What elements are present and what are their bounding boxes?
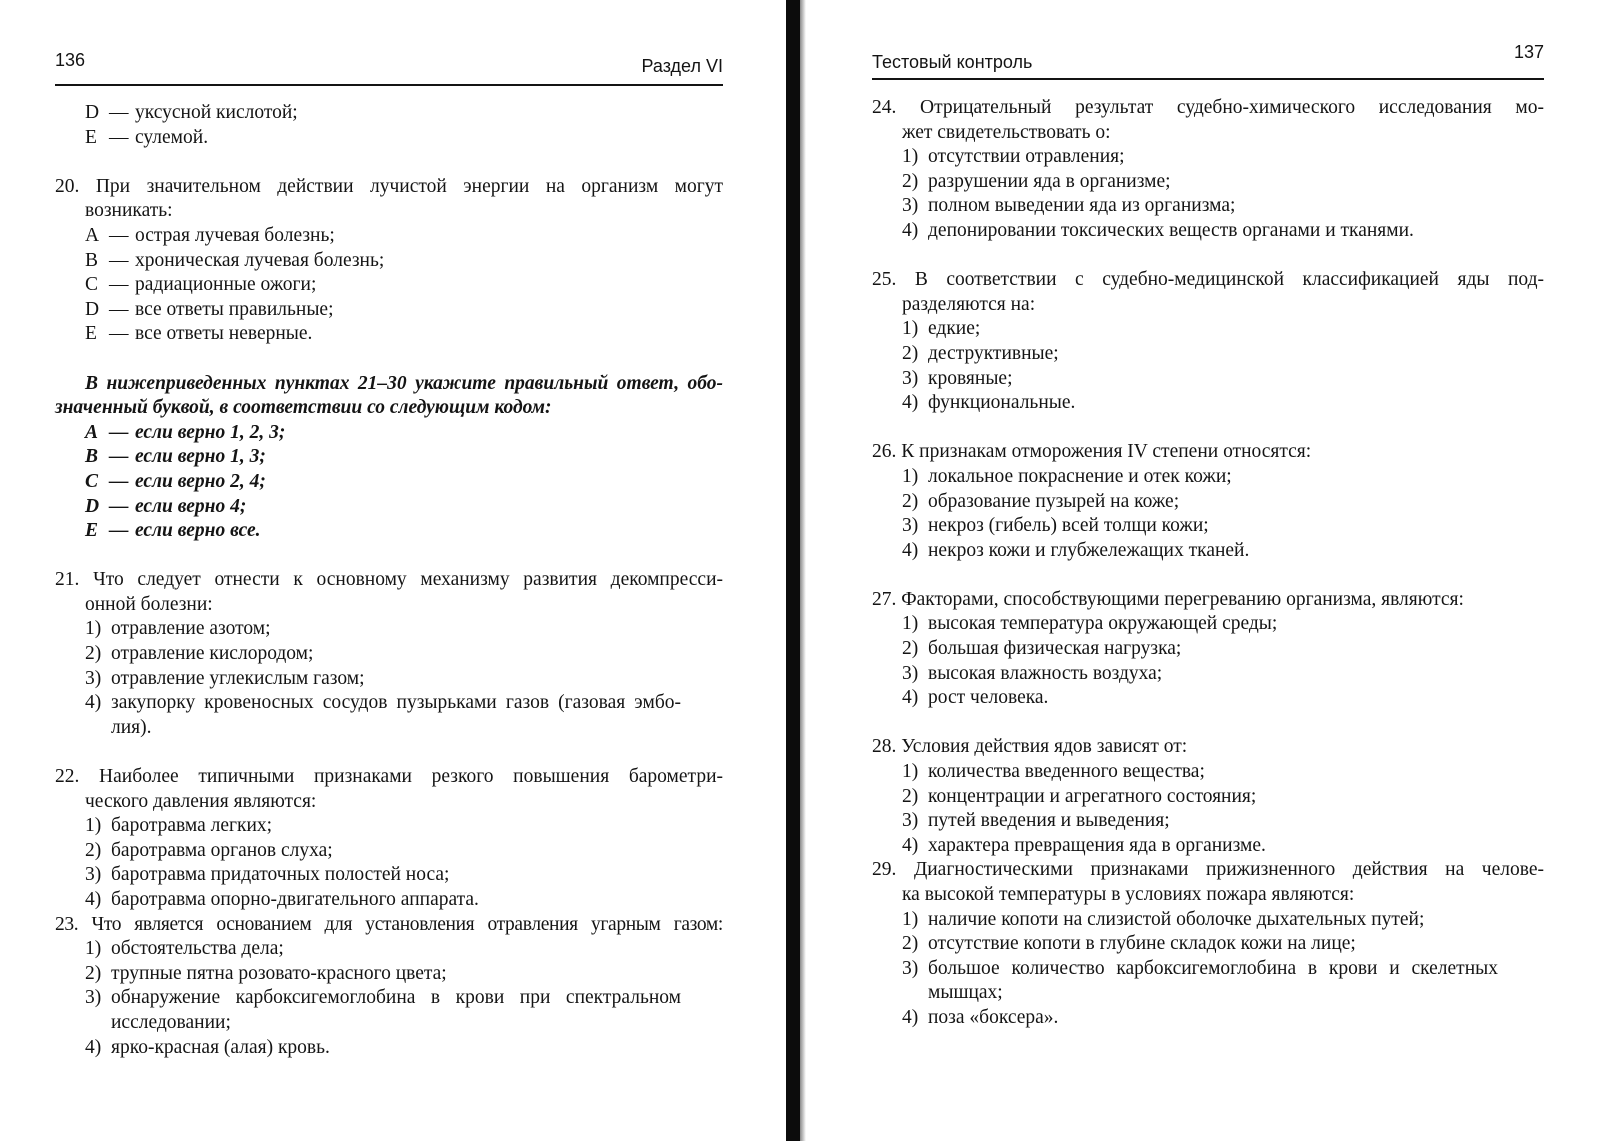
- option-29-1: 1) наличие копоти на слизистой оболочке дыхательных путей;: [902, 908, 1425, 930]
- option-20-b: B — хроническая лучевая болезнь;: [85, 249, 385, 271]
- question-24: 24. Отрицательный результат судебно-химического исследования мо- жет свидетельствовать о: 1) отсутствии отравления; 2) разрушении яда в организме; 3) полном выведении яда из организма; 4) депонировании токсических веществ органами и тканями.: [872, 96, 1544, 244]
- code-d: D — если верно 4;: [85, 495, 247, 517]
- option-20-d: D — все ответы правильные;: [85, 298, 334, 320]
- right-running-head: [872, 38, 1544, 80]
- option-27-2: 2) большая физическая нагрузка;: [902, 638, 1182, 660]
- question-23-text: 23. Что является основанием для установления отравления угарным газом:: [55, 913, 723, 935]
- option-28-2: 2) концентрации и агрегатного состояния;: [902, 785, 1257, 807]
- question-20-text: 20. При значительном действии лучистой энергии на организм могут: [55, 175, 723, 197]
- option-20-a: A — острая лучевая болезнь;: [85, 224, 335, 246]
- option-29-3: 3) большое количество карбоксигемоглобина в крови и скелетных: [902, 957, 1498, 979]
- option-25-4: 4) функциональные.: [902, 392, 1076, 414]
- option-26-3: 3) некроз (гибель) всей толщи кожи;: [902, 515, 1209, 537]
- option-21-4: 4) закупорку кровеносных сосудов пузырьками газов (газовая эмбо-: [85, 692, 681, 714]
- question-number: 20.: [55, 175, 80, 197]
- option-25-2: 2) деструктивные;: [902, 342, 1059, 364]
- book-spine: [786, 0, 800, 1141]
- question-27: [872, 588, 1544, 711]
- question-number: 27.: [872, 588, 897, 610]
- option-28-3: 3) путей введения и выведения;: [902, 810, 1170, 832]
- option-28-1: 1) количества введенного вещества;: [902, 761, 1205, 783]
- option-27-3: 3) высокая влажность воздуха;: [902, 662, 1163, 684]
- question-21-text: 21. Что следует отнести к основному механизму развития декомпресси-: [55, 569, 724, 591]
- question-number: 22.: [55, 766, 80, 788]
- instruction-block: В нижеприведенных пунктах 21–30 укажите правильный ответ, обо- значенный буквой, в соответствии со следующим кодом: A — если верно 1, 2, 3; B — если верно 1, 3; C — если верно 2, 4; D — если верно 4; E — если верно все.: [55, 372, 723, 544]
- option-23-1: 1) обстоятельства дела;: [85, 938, 284, 960]
- option-25-1: 1) едкие;: [902, 318, 981, 340]
- code-b: B — если верно 1, 3;: [85, 446, 266, 468]
- right-page: [872, 0, 1544, 1141]
- option-19-e: E — сулемой.: [85, 126, 209, 148]
- option-23-2: 2) трупные пятна розовато-красного цвета;: [85, 962, 447, 984]
- option-22-3: 3) баротравма придаточных полостей носа;: [85, 864, 450, 886]
- option-21-1: 1) отравление азотом;: [85, 618, 271, 640]
- code-e: E — если верно все.: [85, 520, 261, 542]
- question-number: 28.: [872, 736, 897, 758]
- left-page-body: [55, 101, 723, 1060]
- question-29: 29. Диагностическими признаками прижизненного действия на челове- ка высокой температуры в условиях пожара являются: 1) наличие копоти на слизистой оболочке дыхательных путей; 2) отсутствие копоти в глубине складок кожи на лице; 3) большое количество карбоксигемоглобина в крови и скелетных мышцах; 4) поза «боксера».: [872, 858, 1544, 1030]
- option-22-1: 1) баротравма легких;: [85, 815, 273, 837]
- question-29-text: 29. Диагностическими признаками прижизненного действия на челове-: [872, 859, 1544, 881]
- option-25-3: 3) кровяные;: [902, 367, 1013, 389]
- question-27-text: 27. Факторами, способствующими перегреванию организма, являются:: [872, 588, 1464, 610]
- option-26-2: 2) образование пузырей на коже;: [902, 490, 1180, 512]
- option-21-3: 3) отравление углекислым газом;: [85, 667, 365, 689]
- code-a: A — если верно 1, 2, 3;: [85, 421, 286, 443]
- option-22-4: 4) баротравма опорно-двигательного аппарата.: [85, 889, 479, 910]
- page-number-137: 137: [1513, 42, 1544, 62]
- option-20-e: E — все ответы неверные.: [85, 323, 313, 345]
- question-23: 23. Что является основанием для установления отравления угарным газом: 1) обстоятельства дела; 2) трупные пятна розовато-красного цвета; 3) обнаружение карбоксигемоглобина в крови при спектральном исследовании; 4) ярко-красная (алая) кровь.: [55, 913, 723, 1061]
- right-page-body: [872, 96, 1544, 1031]
- section-title: Раздел VI: [641, 56, 723, 76]
- question-26: [872, 440, 1544, 563]
- question-number: 29.: [872, 859, 897, 881]
- question-25-text: 25. В соответствии с судебно-медицинской классификацией яды под-: [872, 269, 1545, 291]
- left-page: [55, 0, 723, 1141]
- question-28: [872, 735, 1544, 858]
- question-28-text: 28. Условия действия ядов зависят от:: [872, 736, 1188, 758]
- option-29-2: 2) отсутствие копоти в глубине складок кожи на лице;: [902, 933, 1356, 955]
- option-22-2: 2) баротравма органов слуха;: [85, 839, 333, 861]
- option-24-4: 4) депонировании токсических веществ органами и тканями.: [902, 219, 1414, 241]
- question-20: 20. При значительном действии лучистой энергии на организм могут возникать: A — острая лучевая болезнь; B — хроническая лучевая болезнь; C — радиационные ожоги; D — все ответы правильные; E — все ответы неверные.: [55, 175, 723, 347]
- page-number-136: 136: [55, 50, 86, 70]
- code-c: C — если верно 2, 4;: [85, 470, 266, 492]
- left-running-head: [55, 44, 723, 86]
- option-20-c: C — радиационные ожоги;: [85, 274, 317, 296]
- option-24-3: 3) полном выведении яда из организма;: [902, 195, 1236, 217]
- option-26-1: 1) локальное покраснение и отек кожи;: [902, 465, 1232, 487]
- question-number: 24.: [872, 97, 897, 118]
- option-24-1: 1) отсутствии отравления;: [902, 146, 1125, 168]
- option-26-4: 4) некроз кожи и глубжележащих тканей.: [902, 539, 1250, 561]
- question-26-text: 26. К признакам отморожения IV степени относятся:: [872, 441, 1312, 463]
- question-22-text: 22. Наиболее типичными признаками резкого повышения барометри-: [55, 766, 723, 788]
- option-23-4: 4) ярко-красная (алая) кровь.: [85, 1036, 330, 1058]
- book-spine-shadow: [800, 0, 806, 1141]
- option-19-d: D — уксусной кислотой;: [85, 102, 298, 123]
- option-23-3: 3) обнаружение карбоксигемоглобина в крови при спектральном: [85, 987, 681, 1009]
- option-28-4: 4) характера превращения яда в организме.: [902, 834, 1266, 856]
- option-27-4: 4) рост человека.: [902, 687, 1049, 709]
- option-21-2: 2) отравление кислородом;: [85, 643, 314, 665]
- section-title: Тестовый контроль: [872, 52, 1033, 72]
- question-number: 21.: [55, 569, 80, 591]
- question-24-text: 24. Отрицательный результат судебно-химического исследования мо-: [872, 97, 1544, 118]
- question-21: 21. Что следует отнести к основному механизму развития декомпресси- онной болезни: 1) отравление азотом; 2) отравление кислородом; 3) отравление углекислым газом; 4) закупорку кровеносных сосудов пузырьками газов (газовая эмбо- лия).: [55, 569, 724, 738]
- question-number: 25.: [872, 269, 897, 291]
- question-22: 22. Наиболее типичными признаками резкого повышения барометри- ческого давления являются: 1) баротравма легких; 2) баротравма органов слуха; 3) баротравма придаточных полостей носа; 4) баротравма опорно-двигательного аппарата.: [55, 765, 723, 913]
- option-29-4: 4) поза «боксера».: [902, 1006, 1059, 1028]
- option-24-2: 2) разрушении яда в организме;: [902, 170, 1171, 192]
- question-number: 26.: [872, 441, 897, 463]
- question-25: 25. В соответствии с судебно-медицинской классификацией яды под- разделяются на: 1) едкие; 2) деструктивные; 3) кровяные; 4) функциональные.: [872, 268, 1544, 416]
- question-number: 23.: [55, 913, 79, 935]
- option-27-1: 1) высокая температура окружающей среды;: [902, 613, 1278, 635]
